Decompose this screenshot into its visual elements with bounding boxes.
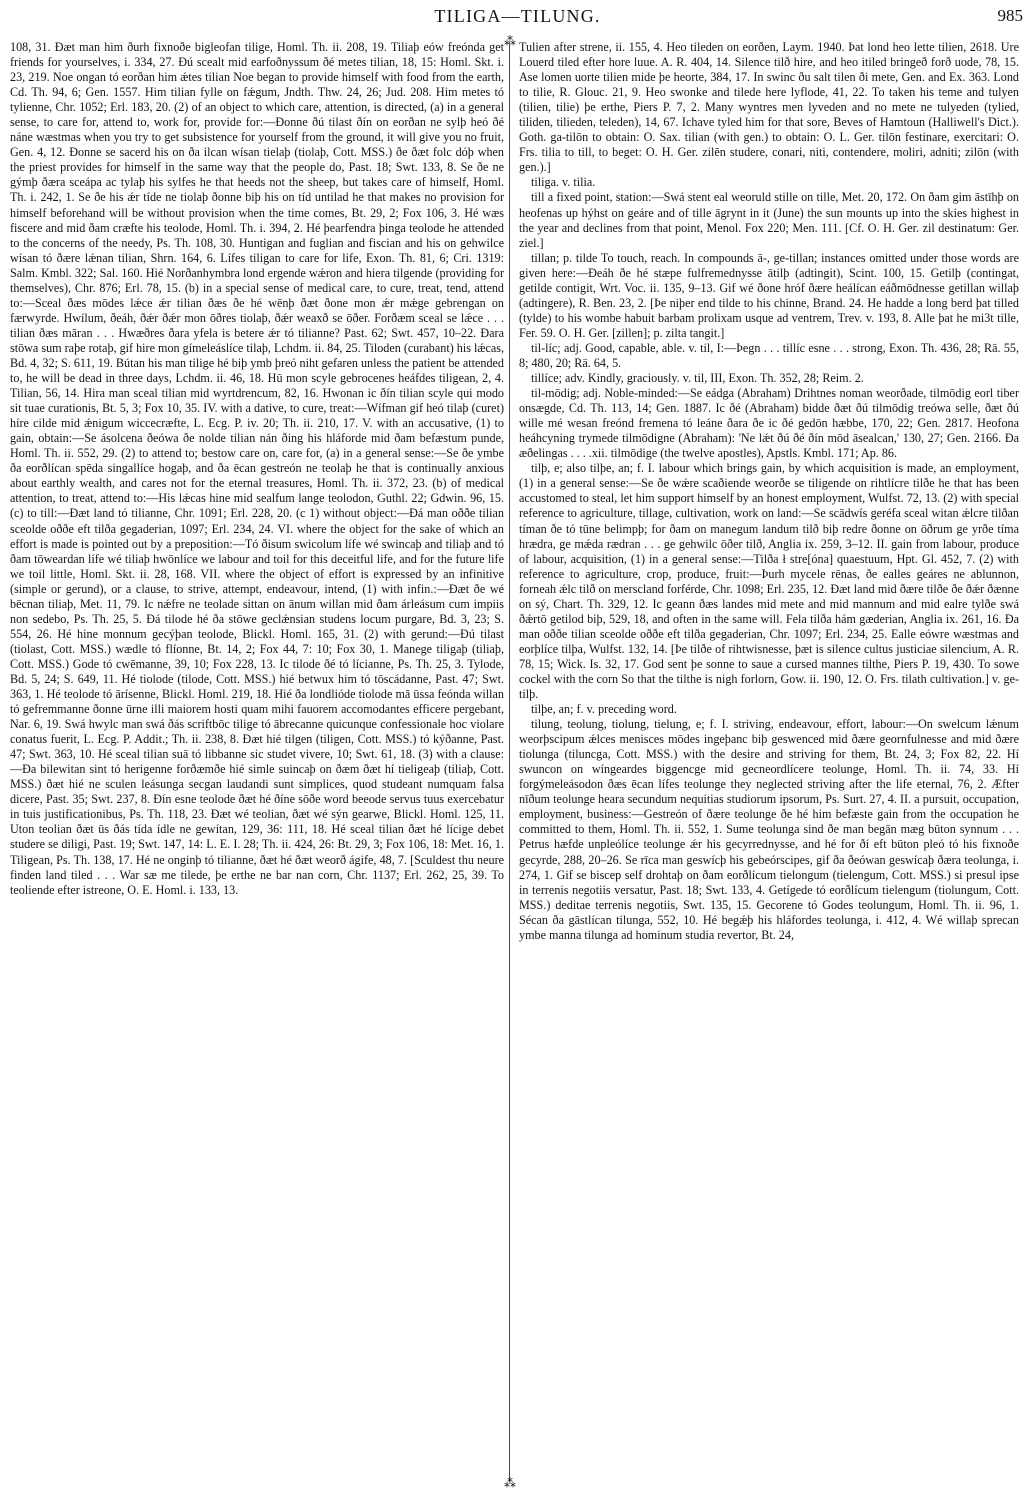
gutter-ornament-top: ⁂ — [504, 34, 516, 48]
left-column — [10, 40, 504, 1495]
entry-tillan: tillan; p. tilde To touch, reach. In compounds ā-, ge-tillan; instances omitted under those words are given here:—Ðeáh ðe hé stæpe fulfremednysse ātilþ (adtingit), Scint. 100, 15. Getilþ (contingat, getilde contigit, Wrt. Voc. ii. 135, 9–13. Gif wé ðone hróf ðære heálícan eáðmōdnesse getillan willaþ (adtingere), R. Ben. 23, 2. [Þe niþer end tilde to his chinne, Brand. 24. He hadde a long berd þat tilled (tylde) to his wombe habuit barbam prolixam usque ad ventrem, Trev. v. 193, 8. Alle þat he mi3t tille, Fer. 59. O. H. Ger. [zillen]; p. zilta tangit.] — [519, 250, 1019, 340]
entry-til-lic: til-líc; adj. Good, capable, able. v. til, I:—Þegn . . . tillíc esne . . . strong, Exon. Th. 436, 28; Rä. 55, 8; 480, 20; Rä. 64, 5. — [519, 340, 1019, 370]
column-divider — [509, 42, 510, 1482]
entry-tilung: tilung, teolung, tiolung, tielung, e; f. I. striving, endeavour, effort, labour:—On swelcum lǽnum weorþscipum ǽlces menisces mōdes ingeþanc biþ geswenced mid ðære geornfulnesse and mid ðære tiolunga (tiluncga, Cott. MSS.) with the desire and striving for them, Bt. 24, 3; Fox 82, 22. Hí swuncon on wíngeardes biggencge mid gecneordlícere teolunge, Homl. Th. ii. 74, 33. Hí forgýmeleásodon ðæs ēcan lífes teolunge they neglected striving after the life eternal, 76, 2. Æfter nīðum teolunge heara secundum nequitias studiorum ipsorum, Ps. Surt. 27, 4. II. a pursuit, occupation, employment, business:—Gestreón of ðære teolunge ðe hé him befæste gain from the occupation he committed to them, Homl. Th. ii. 552, 1. Sume teolunga sind ðe man begān mæg būton synnum . . . Petrus hæfde unpleólíce teolunge ǽr his gecyrrednysse, and hé for ðí eft būton pleó tó his fixnoðe gecyrde, 288, 20–26. Se rīca man geswícþ his gebeórscipes, gif ða ðeówan geswícaþ ðæra teolunga, i. 274, 1. Gif se biscep self drohtaþ on ðam eorðlícum tielongum (tielengum, Cott. MSS.) si presul ipse in terrenis negotiis versatur, Past. 18; Swt. 133, 4. Getígede tó eorðlícum tielengum (tiolungum, Cott. MSS.) deditae terrenis negotiis, Swt. 135, 15. Gecorene tó Godes teolungum, Homl. Th. ii. 96, 1. Sécan ða gāstlícan tilunga, 552, 10. Hé begǽþ his hláfordes teolunga, i. 412, 4. Wé willaþ sprecan ymbe manna tilunga ad hominum studia revertor, Bt. 24, — [519, 717, 1019, 942]
entry-till: till a fixed point, station:—Swá stent eal weoruld stille on tille, Met. 20, 172. On ðam gim āstīhþ on heofenas up hýhst on geáre and of tille āgrynt in it (June) the sun mounts up into the skies highest in the year and declines from that point, Menol. Fox 220; Men. 111. [Cf. O. H. Ger. zil destinatum: Ger. ziel.] — [519, 190, 1019, 250]
entry-tilthe: tilþe, an; f. v. preceding word. — [531, 702, 677, 717]
entry-tilth: tilþ, e; also tilþe, an; f. I. labour which brings gain, by which acquisition is made, an employment, (1) in a general sense:—Se ðe wǽre scaðiende weorðe se tiligende on rihtlícre tilðe he that has been accustomed to steal, let him support himself by an honest employment, Wulfst. 72, 13. (2) with special reference to agriculture, tillage, cultivation, work on land:—Se scādwís geréfa sceal witan ǽlcre tilðan tíman ðe tó tūne belimpþ; for ðam on manegum landum tilð biþ redre ðonne on ōðrum ge yrðe tíma hrædra, ge mǽda rædran . . . ge gehwilc ōðer tilð, Anglia ix. 259, 3–12. II. gain from labour, produce of labour, acquisition, (1) in a general sense:—Tilða ł stre[óna] quaestuum, Hpt. Gl. 452, 7. (2) with reference to agriculture, crop, produce, fruit:—Þurh mycele rēnas, ðe ealles geáres ne ablunnon, forneah ǽlc tilð on merscland forférde, Chr. 1098; Erl. 235, 12. Ðæt land mid ðære tilðe ðe ðǽr ðænne on sý, Chart. Th. 329, 12. Ic geann ðæs landes mid mete and mid mannum and mid ealre tylðe swá ðǽrtō getilod biþ, 529, 18, and often in the same will. Fela tilða hám gæderian, Anglia ix. 261, 16. Ða man oððe tilian sceolde oððe eft tilða gegaderian, Chr. 1097; Erl. 234, 25. Ealle eówre wæstmas and eorþlíce tilþa, Wulfst. 132, 14. [Þe tilðe of rihtwisnesse, þæt is silence cultus justiciae silencium, A. R. 78, 15; Wick. Is. 32, 17. God sent þe sonne to saue a cursed mannes tilthe, Piers P. 19, 430. To sowe cockel with the corn So that the tilthe is nigh forlorn, Gow. ii. 190, 12. O. Frs. tilath cultivation.] v. ge-tilþ. — [519, 461, 1019, 702]
gutter-ornament-bottom: ⁂ — [504, 1476, 516, 1490]
page-title: TILIGA—TILUNG. — [434, 6, 601, 26]
entry-til-modig: til-mōdig; adj. Noble-minded:—Se eádga (Abraham) Drihtnes noman weorðade, tilmōdig eorl tiber onsægde, Cd. Th. 113, 14; Gen. 1887. Ic ðé (Abraham) bidde ðæt ðú tilmōdig treówa selle, ðæt ðú wille mé wesan freónd fremena tó leáne ðara ðe ic ðé gedōn hæbbe, 170, 22; Gen. 2817. Heofona heáhcyning trymede tilmōdigne (Abraham): 'Ne lǽt ðú ðé ðín mōd āsealcan,' 130, 27; Gen. 2166. Ða æðelingas . . . .xii. tilmōdige (the twelve apostles), Apstls. Kmbl. 171; Ap. 86. — [519, 386, 1019, 461]
entry-paragraph: Tulien after strene, ii. 155, 4. Heo tileden on eorðen, Laym. 1940. Þat lond heo lette tilien, 2618. Ure Louerd tiled efter hore luue. A. R. 404, 14. Silence tilð hire, and heo itiled bringeð forð uode, 78, 15. Ase lomen uorte tilien mide þe heorte, 384, 17. In swinc ðu salt tilen ði mete, Gen. and Ex. 363. Lond to tilie, R. Glouc. 21, 9. Heo swonke and tilede here lyflode, 41, 22. To taken his teme and tulyen (tilien, tilie) þe erthe, Piers P. 7, 2. Many wyntres men lyveden and no mete ne tulyeden (tylied, tiliden, tilieden, teleden), 14, 67. Ichave tyled him for that sore, Beves of Hamtoun (Halliwell's Dict.). Goth. ga-tilōn to obtain: O. Sax. tilian (with gen.) to obtain: O. L. Ger. tilōn festinare, exercitari: O. Frs. tilia to till, to beget: O. H. Ger. zilēn studere, conari, niti, contendere, moliri, adniti; zilōn (with gen.).] — [519, 40, 1019, 175]
entry-paragraph: 108, 31. Ðæt man him ðurh fixnoðe bigleofan tilige, Homl. Th. ii. 208, 19. Tiliaþ eów freónda get friends for yourselves, i. 334, 27. Ðú scealt mid earfoðnyssum ðé metes tilian, 18, 15: Homl. Skt. i. 23, 219. Noe ongan tó eorðan him ǽtes tilian Noe began to provide himself with food from the earth, Cd. Th. 94, 6; Gen. 1557. Him tilian fylle on fǽgum, Jndth. Thw. 24, 26; Jud. 208. Him metes tó tylienne, Chr. 1052; Erl. 183, 20. (2) of an object to which care, attention, is directed, (a) in a general sense, to care for, attend to, work for, provide for:—Ðonne ðú tilast ðín on eorðan ne sylþ heó ðé náne wæstmas when you try to get subsistence for yourself from the ground, it will give you no fruit, Gen. 4, 12. Ðonne se sacerd his on ða ilcan wísan tielaþ (tiolaþ, Cott. MSS.) ðe ðæt folc dóþ when the priest provides for himself in the same way that the people do, Past. 18; Swt. 133, 8. Se ðe ne gýmþ ðæra sceápa ac tylaþ his sylfes he that heeds not the sheep, but takes care of himself, Homl. Th. i. 242, 1. Se ðe his ǽr tíde ne tiolaþ ðonne biþ his on tíd untilad he that makes no provision for himself beforehand will be without provision when the time comes, Bt. 29, 2; Fox 106, 3. Hé wæs fiscere and mid ðam cræfte his teolode, Homl. Th. i. 394, 2. Hé þearfendra þinga teolode he attended to the concerns of the needy, Ps. Th. 108, 30. Huntigan and fuglian and fiscian and his on gehwilce wísan tó ðære lǽnan tilian, Shrn. 164, 6. Lífes tiligan to care for life, Exon. Th. 81, 6; Cri. 1319: Salm. Kmbl. 322; Sal. 160. Hié Norðanhymbra lond ergende wǽron and hiera tilgende (providing for themselves), Chr. 876; Erl. 78, 15. (b) in a special sense of medical care, to cure, treat, tend, attend to:—Sceal ðæs mōdes lǽce ǽr tilian ðæs ðe hé wēnþ ðæt ðone mon ǽr mǽge gebrengan on færwyrde. Hwílum, ðeáh, ðǽr ðǽr mon ōðres tiolaþ, ðǽr weaxð se ōðer. Forðæm sceal se lǽce . . . tilian ðæs māran . . . Hwæðres ðara yfela is betere ǽr tó tilianne? Past. 62; Swt. 457, 10–22. Ðara stōwa sum raþe rotaþ, gif hire mon gímeleáslíce tilaþ, Lchdm. ii. 84, 25. Tiloden (curabant) his lǽcas, Bd. 4, 32; S. 611, 19. Bútan his man tilige hé biþ ymb þreó niht gefaren unless the patient be attended to, he will be dead in three days, Lchdm. ii. 46, 18. Hū mon scyle gebrocenes heáfdes tiligean, 2, 4. Tilian, 56, 14. Hira man sceal tilian mid wyrtdrencum, 82, 16. Hwonan ic ðín tilian scyle qui modo sit tuae curationis, Bt. 5, 3; Fox 10, 35. IV. with a dative, to cure, treat:—Wífman gif heó tilaþ (curet) híre cilde mid ǽnigum wiccecræfte, L. Ecg. P. iv. 20; Th. ii. 210, 17. V. with an accusative, (1) to gain, obtain:—Se ásolcena ðeówa ðe nolde tilian nán ðing his hláforde mid ðam befæstum punde, Homl. Th. ii. 552, 29. (2) to attend to; bestow care on, care for, (a) in a general sense:—Se ðe ymbe ða eorðlícan spēda singallíce hogaþ, and ða ēcan gestreón ne teolaþ he that is continually anxious about earthly wealth, and cares not for the eternal treasures, Homl. Th. ii. 372, 23. (b) of medical attention, to treat, attend to:—His lǽcas hine mid sealfum lange teolodon, Guthl. 22; Gdwin. 96, 15. (c) to till:—Ðæt land tó tilianne, Chr. 1091; Erl. 228, 20. (c 1) without object:—Ðá man oððe tilian sceolde oððe eft tilða gegaderian, 1097; Erl. 234, 24. VI. where the object for the sake of which an effort is made is pointed out by a preposition:—Tó ðisum swicolum lífe wé swincaþ and tiliaþ and tó ðam tōweardan lífe wé tiliaþ hwōnlíce we labour and toil for this deceitful life, and for the future life we toil little, Homl. Skt. ii. 28, 168. VII. where the object of effort is expressed by an infinitive (simple or gerund), or a clause, to strive, attempt, endeavour, intend, (1) with infin.:—Ðæt ðe wé bēcnan tiliaþ, Met. 11, 79. Ic nǽfre ne teolade sittan on ānum willan mid ðam árleásum cum impiis non sedebo, Ps. Th. 25, 5. Ðá tilode hé ða stōwe geclǽnsian studens locum purgare, Bd. 3, 23; S. 554, 26. Hé hine monnum gecýþan teolode, Blickl. Homl. 165, 31. (2) with gerund:—Ðú tilast (tiolast, Cott. MSS.) wædle tó flíonne, Bt. 14, 2; Fox 44, 7: 10; Fox 30, 1. Manege tiligaþ (tiliaþ, Cott. MSS.) Gode tó cwēmanne, 39, 10; Fox 228, 13. Ic tilode ðé tó lícianne, Ps. Th. 25, 3. Tylode, Bd. 5, 24; S. 649, 11. Hé tiolode (tilode, Cott. MSS.) hié betwux him tó tōscádanne, Past. 47; Swt. 363, 1. Hé teolode tó ārísenne, Blickl. Homl. 219, 18. Hié ða londlióde tiolode mā ūssa feónda willan tó gefremmanne ðonne ūrne illi maiorem hosti quam mihi fauorem accomodantes efficere pergebant, Nar. 6, 19. Swá hwylc man swá ðás scriftbōc tilige tó ābrecanne quicunque confessionale hoc violare conatus fuerit, L. Ecg. P. Addit.; Th. ii. 238, 8. Ðæt hié tilgen (tiligen, Cott. MSS.) tó kýðanne, Past. 47; Swt. 363, 10. Hé sceal tilian suā tó libbanne sic studet vivere, 10; Swt. 61, 18. (3) with a clause:—Ða bilewitan sint tó herigenne forðæmðe hié simle suincaþ on ðæm ðæt hí tieligeaþ (tiliaþ, Cott. MSS.) ðæt hié ne sculen leásunga secgan laudandi sunt simplices, quod studeant numquam falsa dicere, Past. 35; Swt. 237, 8. Ðín esne teolode ðæt hé ðíne sōðe word beeode servus tuus exercebatur in tuis justificationibus, Ps. Th. 118, 23. Ðæt wé teolian, ðæt wé sýn gearwe, Blickl. Homl. 125, 11. Uton teolian ðæt ūs ðás tída ídle ne gewítan, 129, 36: 111, 18. Hé sceal tilian ðæt hé lícige debet studere se diligi, Past. 19; Swt. 147, 14: L. E. I. 28; Th. ii. 424, 26: Bt. 29, 3; Fox 106, 18: Met. 16, 1. Tiligean, Ps. Th. 138, 17. Hé ne onginþ tó tilianne, ðæt hé ðæt weorð ágife, 48, 7. [Sculdest thu neure finden land tiled . . . War sæ me tilede, þe erthe ne bar nan corn, Chr. 1137; Erl. 262, 25, 39. To teoliende efter istreone, O. E. Homl. i. 133, 13. — [10, 40, 504, 897]
entry-tiliga: tiliga. v. tilia. — [531, 175, 596, 190]
page-number: 985 — [997, 6, 1023, 25]
running-head — [0, 6, 1035, 32]
entry-tillice: tillíce; adv. Kindly, graciously. v. til, III, Exon. Th. 352, 28; Reim. 2. — [531, 371, 864, 386]
right-column — [519, 40, 1019, 1495]
